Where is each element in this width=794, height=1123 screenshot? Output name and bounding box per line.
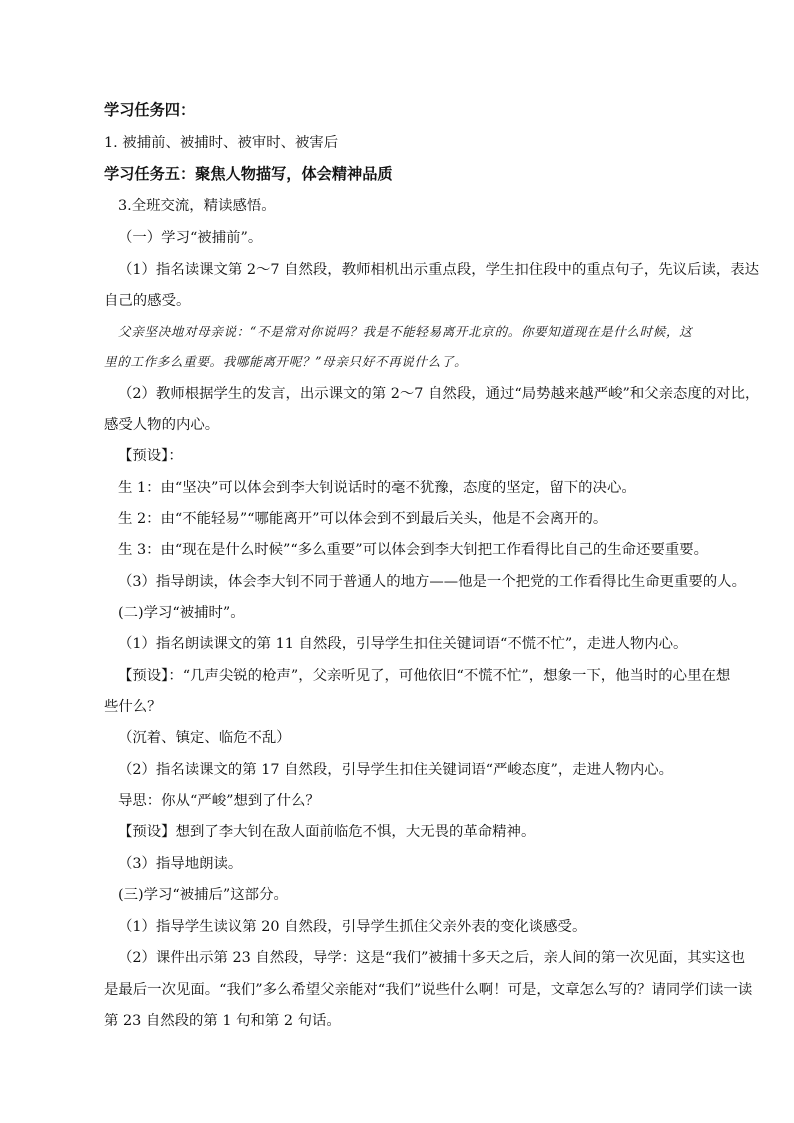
section-1-title: （一）学习“被捕前”。: [118, 230, 263, 246]
answer-1: （沉着、镇定、临危不乱）: [118, 730, 291, 746]
section-3-paragraph-2-line-2: 是最后一次见面。“我们”多么希望父亲能对“我们”说些什么啊！可是，文章怎么写的？请同学们读一读: [104, 982, 753, 998]
section-3-title: (三)学习“被捕后”这部分。: [118, 887, 288, 903]
section-1-paragraph-2-line-2: 感受人物的内心。: [104, 417, 220, 433]
student-1: 生 1：由“坚决”可以体会到李大钊说话时的毫不犹豫，态度的坚定，留下的决心。: [118, 480, 636, 496]
quote-line-2: 里的工作多么重要。我哪能离开呢？”母亲只好不再说什么了。: [104, 354, 468, 369]
section-3-paragraph-1: （1）指导学生读议第 20 自然段，引导学生抓住父亲外表的变化谈感受。: [118, 919, 587, 935]
section-2-paragraph-1: （1）指名朗读课文的第 11 自然段，引导学生扣住关键词语“不慌不忙”，走进人物内心。: [118, 636, 688, 652]
section-1-paragraph-2-line-1: （2）教师根据学生的发言，出示课文的第 2～7 自然段，通过“局势越来越严峻”和父亲态度的对比，: [118, 386, 760, 402]
section-1-paragraph-3: （3）指导朗读，体会李大钊不同于普通人的地方——他是一个把党的工作看得比生命更重要的人。: [118, 574, 746, 590]
guide-question: 导思：你从“严峻”想到了什么？: [118, 793, 320, 809]
task5-heading: 学习任务五：聚焦人物描写，体会精神品质: [104, 165, 393, 183]
section-2-paragraph-2: （2）指名读课文的第 17 自然段，引导学生扣住关键词语“严峻态度”，走进人物内心。: [118, 762, 674, 778]
preset-3: 【预设】想到了李大钊在敌人面前临危不惧，大无畏的革命精神。: [118, 824, 536, 840]
quote-line-1: 父亲坚决地对母亲说：“不是常对你说吗？我是不能轻易离开北京的。你要知道现在是什么时候，这: [118, 324, 693, 339]
section-3-paragraph-2-line-1: （2）课件出示第 23 自然段，导学：这是“我们”被捕十多天之后，亲人间的第一次见面，其实这也: [118, 950, 745, 966]
task4-item: 1. 被捕前、被捕时、被审时、被害后: [104, 135, 339, 151]
paragraph-3: 3.全班交流，精读感悟。: [118, 198, 276, 214]
section-2-paragraph-3: （3）指导地朗读。: [118, 856, 243, 872]
preset-1: 【预设】：: [118, 448, 183, 464]
preset-2-line-1: 【预设】：“几声尖锐的枪声”，父亲听见了，可他依旧“不慌不忙”，想象一下，他当时的心里在想: [118, 668, 731, 684]
section-3-paragraph-2-line-3: 第 23 自然段的第 1 句和第 2 句话。: [104, 1013, 341, 1029]
section-2-title: (二)学习“被捕时”。: [118, 605, 245, 621]
preset-2-line-2: 些什么？: [104, 699, 162, 715]
student-2: 生 2：由“不能轻易”“哪能离开”可以体会到不到最后关头，他是不会离开的。: [118, 511, 608, 527]
section-1-paragraph-1-line-2: 自己的感受。: [104, 293, 191, 309]
student-3: 生 3：由“现在是什么时候”“多么重要”可以体会到李大钊把工作看得比自己的生命还要重要。: [118, 542, 709, 558]
task4-heading: 学习任务四：: [104, 101, 196, 119]
section-1-paragraph-1-line-1: （1）指名读课文第 2～7 自然段，教师相机出示重点段，学生扣住段中的重点句子，先议后读，表达: [118, 262, 760, 278]
